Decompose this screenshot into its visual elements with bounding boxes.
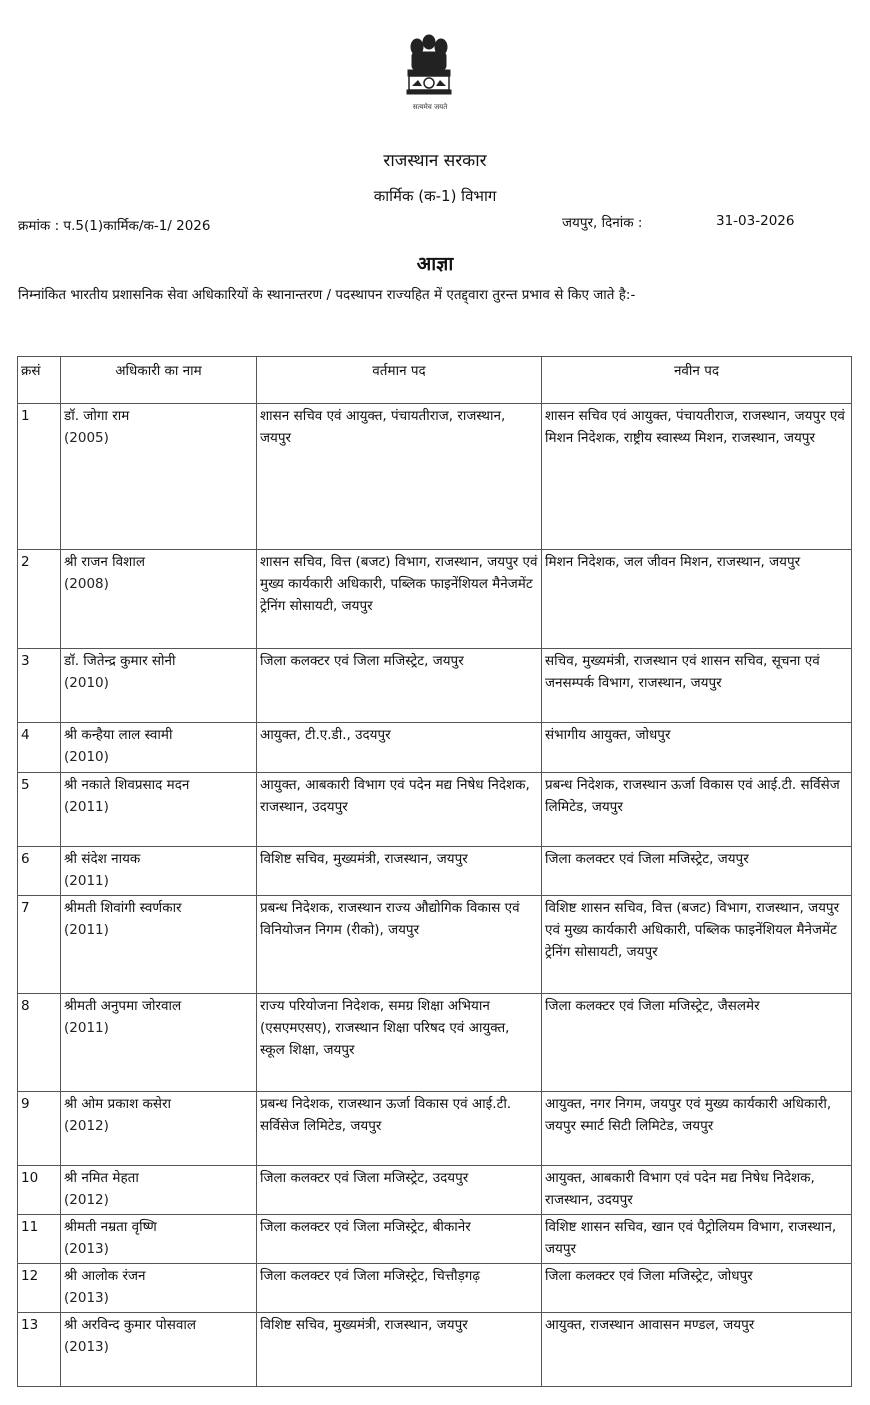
row-current-post: आयुक्त, टी.ए.डी., उदयपुर: [257, 723, 542, 773]
officer-batch-year: (2011): [64, 1020, 109, 1036]
row-current-post: विशिष्ट सचिव, मुख्यमंत्री, राजस्थान, जयपुर: [257, 847, 542, 896]
table-row: [18, 994, 852, 1092]
officer-name: श्री नकाते शिवप्रसाद मदन: [64, 777, 190, 793]
row-current-post: प्रबन्ध निदेशक, राजस्थान ऊर्जा विकास एवं आई.टी. सर्विसेज लिमिटेड, जयपुर: [257, 1092, 542, 1166]
row-sno: 13: [18, 1313, 61, 1387]
government-name: राजस्थान सरकार: [383, 151, 487, 171]
officer-batch-year: (2011): [64, 922, 109, 938]
row-new-post: जिला कलक्टर एवं जिला मजिस्ट्रेट, जयपुर: [542, 847, 852, 896]
order-date: 31-03-2026: [716, 213, 795, 229]
officer-batch-year: (2012): [64, 1118, 109, 1134]
row-current-post: जिला कलक्टर एवं जिला मजिस्ट्रेट, चित्तौड़गढ़: [257, 1264, 542, 1313]
table-row: [18, 404, 852, 550]
officer-name: श्री संदेश नायक: [64, 851, 141, 867]
table-row: [18, 847, 852, 896]
officer-batch-year: (2013): [64, 1290, 109, 1306]
row-sno: 3: [18, 649, 61, 723]
table-row: [18, 773, 852, 847]
row-current-post: शासन सचिव, वित्त (बजट) विभाग, राजस्थान, जयपुर एवं मुख्य कार्यकारी अधिकारी, पब्लिक फाइनेंशियल मैनेजमेंट ट्रेनिंग सोसायटी, जयपुर: [257, 550, 542, 649]
officer-name: डॉ. जोगा राम: [64, 408, 130, 424]
officer-batch-year: (2011): [64, 873, 109, 889]
row-sno: 1: [18, 404, 61, 550]
table-header-row: [18, 357, 852, 404]
row-sno: 8: [18, 994, 61, 1092]
officer-name: श्री आलोक रंजन: [64, 1268, 146, 1284]
row-current-post: जिला कलक्टर एवं जिला मजिस्ट्रेट, जयपुर: [257, 649, 542, 723]
reference-number: क्रमांक : प.5(1)कार्मिक/क-1/ 2026: [18, 218, 211, 234]
row-officer: [61, 1264, 257, 1313]
officer-name: डॉ. जितेन्द्र कुमार सोनी: [64, 653, 176, 669]
row-officer: [61, 404, 257, 550]
header-current-post: वर्तमान पद: [257, 357, 542, 404]
row-new-post: जिला कलक्टर एवं जिला मजिस्ट्रेट, जैसलमेर: [542, 994, 852, 1092]
row-new-post: जिला कलक्टर एवं जिला मजिस्ट्रेट, जोधपुर: [542, 1264, 852, 1313]
row-sno: 11: [18, 1215, 61, 1264]
officer-batch-year: (2013): [64, 1241, 109, 1257]
table-row: [18, 649, 852, 723]
row-current-post: आयुक्त, आबकारी विभाग एवं पदेन मद्य निषेध निदेशक, राजस्थान, उदयपुर: [257, 773, 542, 847]
row-officer: [61, 847, 257, 896]
officer-batch-year: (2010): [64, 675, 109, 691]
header-new-post: नवीन पद: [542, 357, 852, 404]
row-officer: [61, 1166, 257, 1215]
row-current-post: जिला कलक्टर एवं जिला मजिस्ट्रेट, बीकानेर: [257, 1215, 542, 1264]
row-officer: [61, 773, 257, 847]
row-current-post: राज्य परियोजना निदेशक, समग्र शिक्षा अभियान (एसएमएसए), राजस्थान शिक्षा परिषद एवं आयुक्त, स्कूल शिक्षा, जयपुर: [257, 994, 542, 1092]
table-row: [18, 1166, 852, 1215]
row-officer: [61, 1313, 257, 1387]
row-sno: 4: [18, 723, 61, 773]
row-current-post: प्रबन्ध निदेशक, राजस्थान राज्य औद्योगिक विकास एवं विनियोजन निगम (रीको), जयपुर: [257, 896, 542, 994]
officer-batch-year: (2012): [64, 1192, 109, 1208]
officer-batch-year: (2010): [64, 749, 109, 765]
officer-batch-year: (2005): [64, 430, 109, 446]
row-sno: 5: [18, 773, 61, 847]
officer-name: श्रीमती शिवांगी स्वर्णकार: [64, 900, 182, 916]
officer-name: श्री ओम प्रकाश कसेरा: [64, 1096, 172, 1112]
row-new-post: प्रबन्ध निदेशक, राजस्थान ऊर्जा विकास एवं आई.टी. सर्विसेज लिमिटेड, जयपुर: [542, 773, 852, 847]
table-row: [18, 896, 852, 994]
table-row: [18, 1264, 852, 1313]
row-sno: 12: [18, 1264, 61, 1313]
transfer-table: [17, 356, 852, 1387]
officer-batch-year: (2011): [64, 799, 109, 815]
row-new-post: आयुक्त, आबकारी विभाग एवं पदेन मद्य निषेध निदेशक, राजस्थान, उदयपुर: [542, 1166, 852, 1215]
row-new-post: सचिव, मुख्यमंत्री, राजस्थान एवं शासन सचिव, सूचना एवं जनसम्पर्क विभाग, राजस्थान, जयपुर: [542, 649, 852, 723]
row-new-post: आयुक्त, राजस्थान आवासन मण्डल, जयपुर: [542, 1313, 852, 1387]
table-row: [18, 550, 852, 649]
row-officer: [61, 649, 257, 723]
table-row: [18, 1092, 852, 1166]
row-new-post: विशिष्ट शासन सचिव, वित्त (बजट) विभाग, राजस्थान, जयपुर एवं मुख्य कार्यकारी अधिकारी, पब्लिक फाइनेंशियल मैनेजमेंट ट्रेनिंग सोसायटी, जयपुर: [542, 896, 852, 994]
row-sno: 7: [18, 896, 61, 994]
officer-batch-year: (2013): [64, 1339, 109, 1355]
officer-batch-year: (2008): [64, 576, 109, 592]
table-row: [18, 723, 852, 773]
header-officer-name: अधिकारी का नाम: [61, 357, 257, 404]
officer-name: श्री नमित मेहता: [64, 1170, 139, 1186]
row-sno: 9: [18, 1092, 61, 1166]
row-officer: [61, 723, 257, 773]
row-current-post: विशिष्ट सचिव, मुख्यमंत्री, राजस्थान, जयपुर: [257, 1313, 542, 1387]
row-new-post: आयुक्त, नगर निगम, जयपुर एवं मुख्य कार्यकारी अधिकारी, जयपुर स्मार्ट सिटी लिमिटेड, जयपुर: [542, 1092, 852, 1166]
row-sno: 2: [18, 550, 61, 649]
row-officer: [61, 550, 257, 649]
row-sno: 6: [18, 847, 61, 896]
officer-name: श्री कन्हैया लाल स्वामी: [64, 727, 173, 743]
row-officer: [61, 1215, 257, 1264]
row-sno: 10: [18, 1166, 61, 1215]
place-label: जयपुर, दिनांक :: [562, 215, 643, 231]
officer-name: श्री अरविन्द कुमार पोसवाल: [64, 1317, 197, 1333]
row-officer: [61, 896, 257, 994]
header-sno: क्रसं: [18, 357, 61, 404]
row-new-post: शासन सचिव एवं आयुक्त, पंचायतीराज, राजस्थान, जयपुर एवं मिशन निदेशक, राष्ट्रीय स्वास्थ्य मिशन, राजस्थान, जयपुर: [542, 404, 852, 550]
row-officer: [61, 994, 257, 1092]
department-name: कार्मिक (क-1) विभाग: [373, 187, 497, 205]
emblem-caption: सत्यमेव जयते: [412, 103, 448, 111]
officer-name: श्रीमती नम्रता वृष्णि: [64, 1219, 157, 1235]
order-title: आज्ञा: [416, 253, 454, 275]
order-intro: निम्नांकित भारतीय प्रशासनिक सेवा अधिकारियों के स्थानान्तरण / पदस्थापन राज्यहित में एतद्द्वारा तुरन्त प्रभाव से किए जाते है:-: [18, 287, 636, 303]
row-new-post: मिशन निदेशक, जल जीवन मिशन, राजस्थान, जयपुर: [542, 550, 852, 649]
officer-name: श्रीमती अनुपमा जोरवाल: [64, 998, 182, 1014]
row-current-post: जिला कलक्टर एवं जिला मजिस्ट्रेट, उदयपुर: [257, 1166, 542, 1215]
row-current-post: शासन सचिव एवं आयुक्त, पंचायतीराज, राजस्थान, जयपुर: [257, 404, 542, 550]
table-row: [18, 1215, 852, 1264]
officer-name: श्री राजन विशाल: [64, 554, 145, 570]
row-new-post: संभागीय आयुक्त, जोधपुर: [542, 723, 852, 773]
row-officer: [61, 1092, 257, 1166]
table-row: [18, 1313, 852, 1387]
row-new-post: विशिष्ट शासन सचिव, खान एवं पैट्रोलियम विभाग, राजस्थान, जयपुर: [542, 1215, 852, 1264]
